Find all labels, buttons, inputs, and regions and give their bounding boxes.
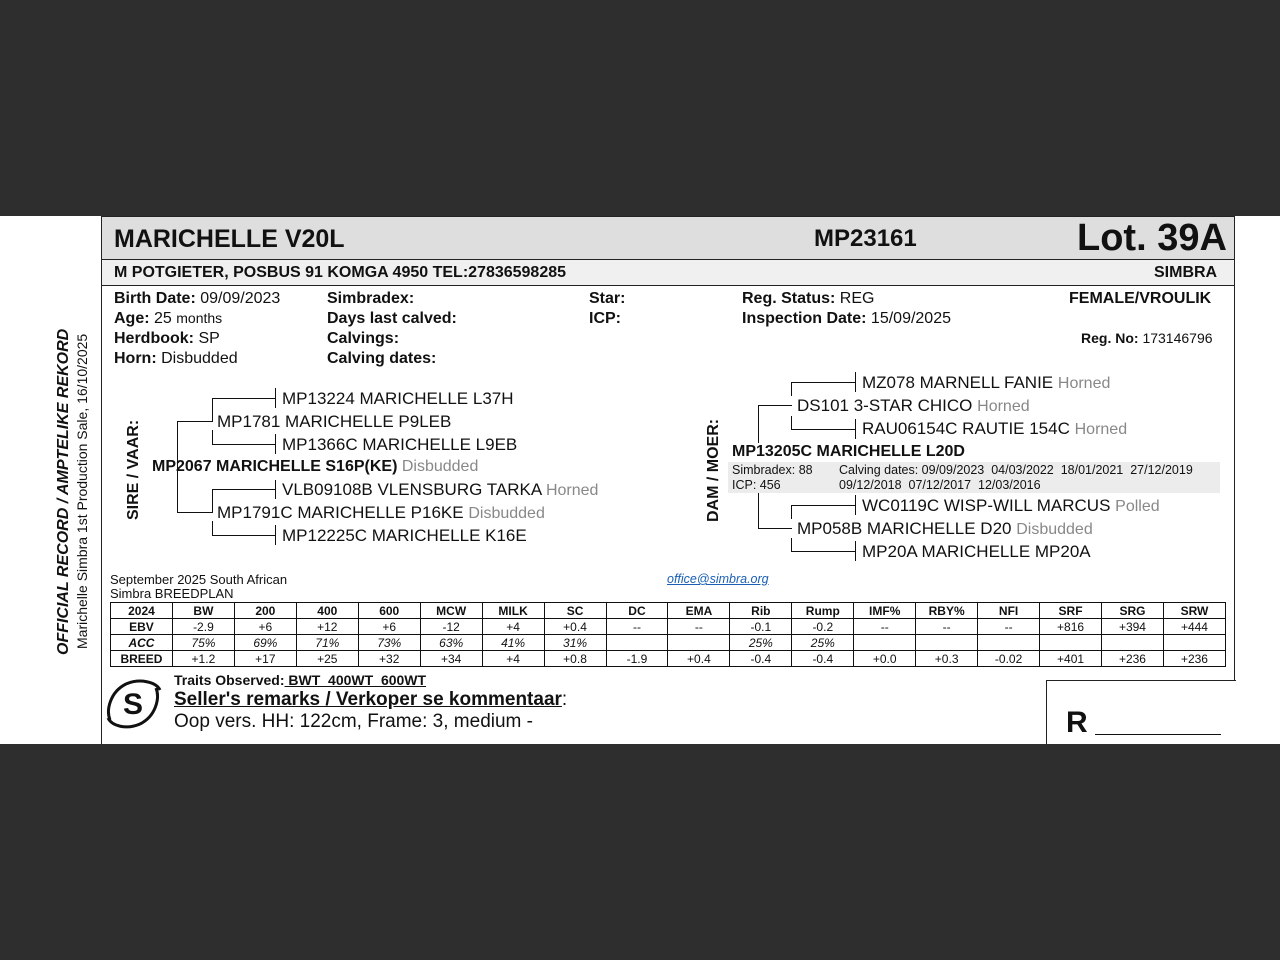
table-cell: SRW <box>1163 603 1225 619</box>
table-cell: BW <box>172 603 234 619</box>
table-cell: 63% <box>420 635 482 651</box>
dam-tree-line <box>791 505 856 506</box>
row-label: EBV <box>111 619 173 635</box>
breed-avg-row <box>111 651 1226 667</box>
dam-tree-line <box>791 382 856 383</box>
row-label: BREED <box>111 651 173 667</box>
star-label: Star: <box>589 290 626 307</box>
table-cell: 200 <box>234 603 296 619</box>
dam-tree-line <box>855 495 856 515</box>
table-cell: -0.4 <box>792 651 854 667</box>
ebv-table <box>110 602 1226 667</box>
table-cell: -0.4 <box>730 651 792 667</box>
table-cell: SRF <box>1040 603 1102 619</box>
herdbook: Herdbook: SP <box>114 330 220 347</box>
dam-tree-line <box>855 419 856 439</box>
table-cell <box>1163 635 1225 651</box>
table-cell: 25% <box>792 635 854 651</box>
reg-status: Reg. Status: REG <box>742 290 875 307</box>
horn-status: Horn: Disbudded <box>114 350 238 367</box>
table-cell: -0.02 <box>978 651 1040 667</box>
price-currency: R <box>1066 706 1088 739</box>
table-cell: +25 <box>296 651 358 667</box>
inspection-date: Inspection Date: 15/09/2025 <box>742 310 951 327</box>
sire-sire-dam: MP1366C MARICHELLE L9EB <box>282 435 518 454</box>
table-cell: +444 <box>1163 619 1225 635</box>
table-cell: SC <box>544 603 606 619</box>
dam-tree-line <box>855 372 856 392</box>
sellers-remarks-heading: Seller's remarks / Verkoper se kommentaar: <box>174 689 568 710</box>
table-cell: 31% <box>544 635 606 651</box>
table-cell: +4 <box>482 619 544 635</box>
table-cell: RBY% <box>916 603 978 619</box>
dam-tree-line <box>758 405 792 406</box>
table-cell: +401 <box>1040 651 1102 667</box>
sire-dam: MP1791C MARICHELLE P16KE Disbudded <box>217 503 545 522</box>
svg-text:S: S <box>122 688 144 721</box>
table-cell: +0.3 <box>916 651 978 667</box>
table-cell <box>854 635 916 651</box>
registration-number: Reg. No: 173146796 <box>1081 330 1213 346</box>
dam-tree-line <box>791 551 856 552</box>
ebv-row <box>111 619 1226 635</box>
table-cell: 400 <box>296 603 358 619</box>
dam-tree-line <box>758 528 792 529</box>
age: Age: 25 months <box>114 310 223 327</box>
sire-tree-line <box>212 489 276 490</box>
table-cell: DC <box>606 603 668 619</box>
sire-tree-line <box>275 434 276 454</box>
sire-label: SIRE / VAAR: <box>125 419 142 520</box>
owner-details: M POTGIETER, POSBUS 91 KOMGA 4950 TEL:27836598285 <box>114 264 567 281</box>
table-cell: Rib <box>730 603 792 619</box>
animal-id: MP23161 <box>814 225 917 252</box>
sire-tree-line <box>212 398 213 421</box>
sire-tree-line <box>212 430 213 444</box>
simbradex-label: Simbradex: <box>327 290 415 307</box>
sire-sire-sire: MP13224 MARICHELLE L37H <box>282 389 514 408</box>
simbra-logo-icon <box>104 676 162 732</box>
sex: FEMALE/VROULIK <box>1069 290 1212 307</box>
sire-tree-line <box>212 444 276 445</box>
sire-tree-line <box>177 421 213 422</box>
table-cell: -2.9 <box>172 619 234 635</box>
sale-name: Marichelle Simbra 1st Production Sale, 16/10/2025 <box>74 333 90 649</box>
dam-tree-line <box>791 505 792 519</box>
sire-tree-line <box>275 388 276 408</box>
sire-tree-line <box>212 398 276 399</box>
table-cell: +0.4 <box>544 619 606 635</box>
table-cell: -- <box>978 619 1040 635</box>
table-cell: -- <box>916 619 978 635</box>
table-cell: 75% <box>172 635 234 651</box>
table-cell <box>916 635 978 651</box>
table-cell <box>606 635 668 651</box>
dam-tree-line <box>791 416 792 429</box>
sire-sire: MP1781 MARICHELLE P9LEB <box>217 412 452 431</box>
table-cell: +816 <box>1040 619 1102 635</box>
sire-tree-line <box>212 489 213 513</box>
dam-tree-line <box>791 382 792 396</box>
table-cell: +6 <box>358 619 420 635</box>
calvings-label: Calvings: <box>327 330 400 347</box>
sire-dam-sire: VLB09108B VLENSBURG TARKA Horned <box>282 480 599 499</box>
dam-name: MP13205C MARICHELLE L20D <box>732 443 965 460</box>
price-line[interactable] <box>1095 734 1221 735</box>
table-cell: +0.4 <box>668 651 730 667</box>
sire-name: MP2067 MARICHELLE S16P(KE) Disbudded <box>152 458 479 475</box>
sire-tree-line <box>212 521 213 535</box>
table-cell: +34 <box>420 651 482 667</box>
table-cell: +1.2 <box>172 651 234 667</box>
sellers-remarks-text: Oop vers. HH: 122cm, Frame: 3, medium - <box>174 711 533 732</box>
sire-tree-line <box>212 535 276 536</box>
table-cell <box>1102 635 1164 651</box>
animal-name: MARICHELLE V20L <box>114 225 345 253</box>
dam-simbradex: Simbradex: 88 <box>732 463 813 477</box>
table-cell <box>668 635 730 651</box>
acc-row <box>111 635 1226 651</box>
table-cell: Rump <box>792 603 854 619</box>
sire-tree-line <box>275 480 276 499</box>
table-cell: +0.0 <box>854 651 916 667</box>
dam-tree-line <box>791 429 856 430</box>
dam-icp: ICP: 456 <box>732 478 781 492</box>
table-cell: EMA <box>668 603 730 619</box>
dam-label: DAM / MOER: <box>705 418 722 522</box>
row-label: ACC <box>111 635 173 651</box>
table-cell: +32 <box>358 651 420 667</box>
table-cell: +236 <box>1163 651 1225 667</box>
table-cell: 41% <box>482 635 544 651</box>
table-cell: -1.9 <box>606 651 668 667</box>
table-cell: -- <box>606 619 668 635</box>
table-cell: +394 <box>1102 619 1164 635</box>
table-cell: -0.2 <box>792 619 854 635</box>
dam-calving-dates-cont: 09/12/2018 07/12/2017 12/03/2016 <box>839 478 1041 492</box>
breedplan-title: September 2025 South African <box>110 572 288 587</box>
table-cell: MCW <box>420 603 482 619</box>
table-cell: -- <box>668 619 730 635</box>
dam-tree-line <box>855 541 856 561</box>
icp-label: ICP: <box>589 310 621 327</box>
breedplan-subtitle: Simbra BREEDPLAN <box>110 586 234 601</box>
table-cell: -12 <box>420 619 482 635</box>
table-cell: 25% <box>730 635 792 651</box>
table-cell: +0.8 <box>544 651 606 667</box>
table-cell: -0.1 <box>730 619 792 635</box>
days-last-calved-label: Days last calved: <box>327 310 457 327</box>
dam-sire: DS101 3-STAR CHICO Horned <box>797 396 1030 415</box>
lot-number: Lot. 39A <box>1077 217 1227 259</box>
birth-date: Birth Date: 09/09/2023 <box>114 290 281 307</box>
table-cell: 600 <box>358 603 420 619</box>
table-cell: 69% <box>234 635 296 651</box>
official-record-label: OFFICIAL RECORD / AMPTELIKE REKORD <box>55 328 72 655</box>
dam-dam: MP058B MARICHELLE D20 Disbudded <box>797 519 1093 538</box>
table-cell: +6 <box>234 619 296 635</box>
dam-tree-line <box>758 493 759 528</box>
breed-name: SIMBRA <box>1154 264 1218 281</box>
table-cell: NFI <box>978 603 1040 619</box>
dam-dam-sire: WC0119C WISP-WILL MARCUS Polled <box>862 496 1160 515</box>
ebv-header-row <box>111 603 1226 619</box>
table-cell: 71% <box>296 635 358 651</box>
table-cell: SRG <box>1102 603 1164 619</box>
dam-tree-line <box>758 405 759 443</box>
sire-tree-line <box>275 525 276 545</box>
email-link[interactable]: office@simbra.org <box>667 572 769 586</box>
dam-sire-dam: RAU06154C RAUTIE 154C Horned <box>862 419 1128 438</box>
traits-observed: Traits Observed: BWT 400WT 600WT <box>174 672 427 688</box>
table-cell: -- <box>854 619 916 635</box>
table-cell <box>978 635 1040 651</box>
table-cell: +236 <box>1102 651 1164 667</box>
table-cell: +12 <box>296 619 358 635</box>
table-cell: IMF% <box>854 603 916 619</box>
dam-calving-dates: Calving dates: 09/09/2023 04/03/2022 18/01/2021 27/12/2019 <box>839 463 1193 477</box>
table-cell <box>1040 635 1102 651</box>
calving-dates-label: Calving dates: <box>327 350 437 367</box>
dam-sire-sire: MZ078 MARNELL FANIE Horned <box>862 373 1111 392</box>
sire-tree-line <box>177 512 213 513</box>
table-cell: MILK <box>482 603 544 619</box>
row-label: 2024 <box>111 603 173 619</box>
dam-tree-line <box>791 538 792 551</box>
table-cell: +4 <box>482 651 544 667</box>
sire-dam-dam: MP12225C MARICHELLE K16E <box>282 526 527 545</box>
table-cell: +17 <box>234 651 296 667</box>
dam-dam-dam: MP20A MARICHELLE MP20A <box>862 542 1091 561</box>
table-cell: 73% <box>358 635 420 651</box>
